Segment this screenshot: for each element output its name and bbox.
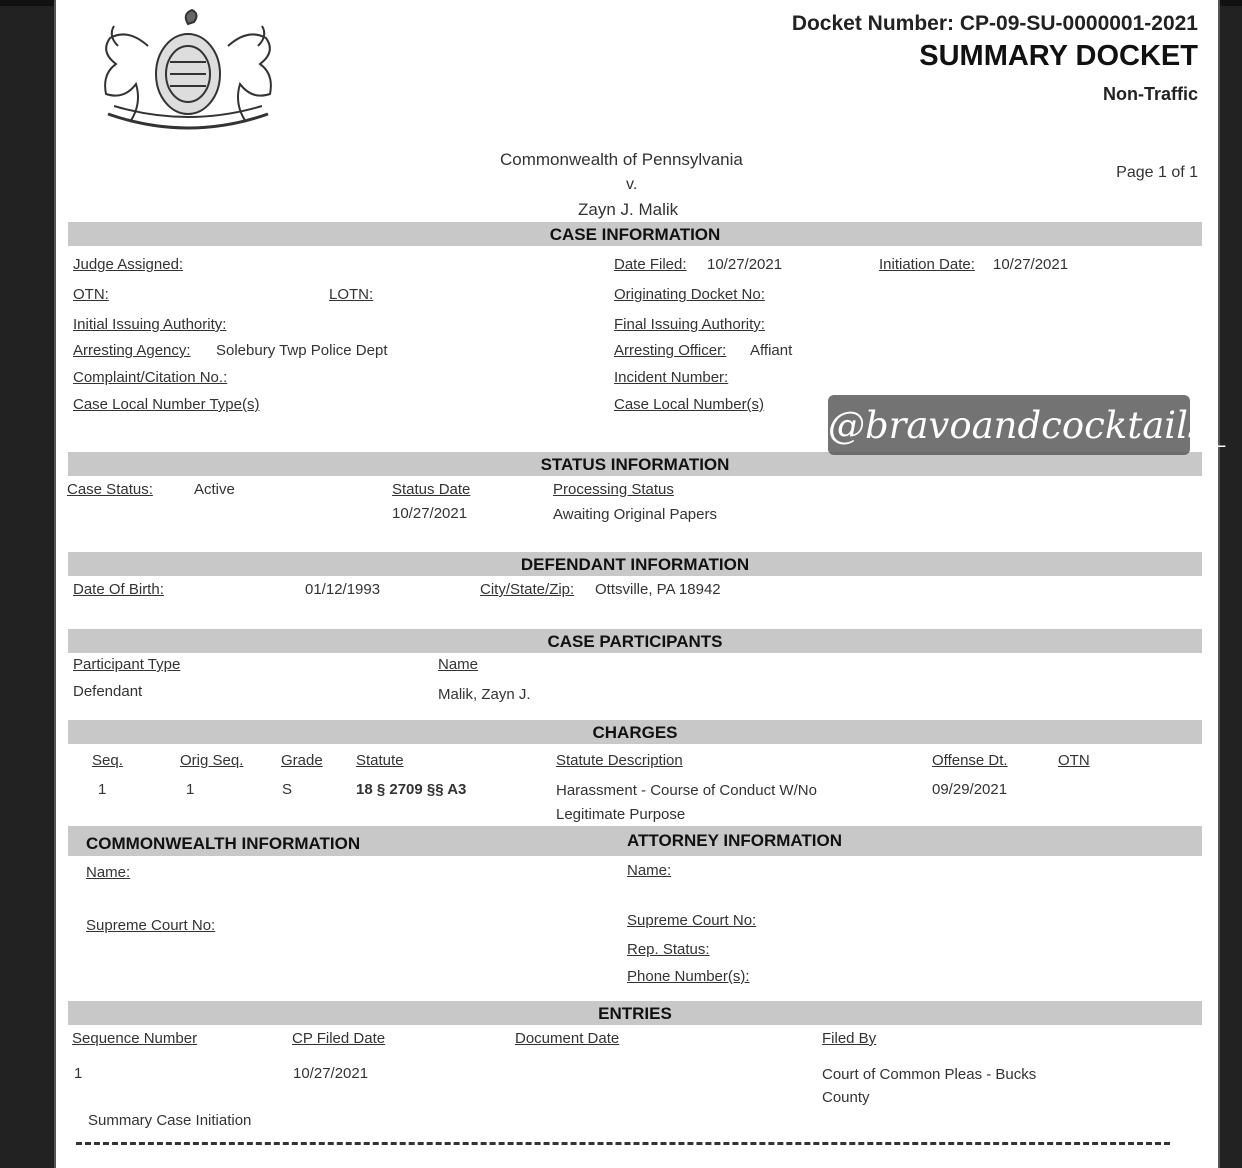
charge-statute-value: 18 § 2709 §§ A3	[356, 781, 467, 798]
attorney-phone-label: Phone Number(s):	[627, 968, 750, 985]
processing-status-label: Processing Status	[553, 481, 674, 498]
otn-label: OTN:	[73, 286, 109, 303]
charge-orig-seq-label: Orig Seq.	[180, 752, 244, 769]
status-date-value: 10/27/2021	[392, 505, 468, 522]
charge-offense-date-label: Offense Dt.	[932, 752, 1008, 769]
participant-type-value: Defendant	[73, 683, 143, 700]
watermark-handle: @bravoandcocktails_	[828, 395, 1190, 455]
case-information-header: CASE INFORMATION	[68, 222, 1202, 246]
charge-grade-label: Grade	[281, 752, 323, 769]
charge-offense-date-value: 09/29/2021	[932, 781, 1008, 798]
attorney-rep-status-label: Rep. Status:	[627, 941, 710, 958]
date-filed-value: 10/27/2021	[707, 256, 783, 273]
charge-grade-value: S	[282, 781, 293, 798]
attorney-name-label: Name:	[627, 862, 672, 879]
participant-type-label: Participant Type	[73, 656, 181, 673]
initial-issuing-authority-label: Initial Issuing Authority:	[73, 316, 227, 333]
initiation-date-value: 10/27/2021	[993, 256, 1069, 273]
pennsylvania-seal-icon	[78, 6, 298, 136]
commonwealth-name-label: Name:	[86, 864, 131, 881]
case-local-number-type-label: Case Local Number Type(s)	[73, 396, 260, 413]
document-title: SUMMARY DOCKET	[919, 40, 1198, 72]
complaint-citation-label: Complaint/Citation No.:	[73, 369, 228, 386]
charge-seq-label: Seq.	[92, 752, 123, 769]
originating-docket-label: Originating Docket No:	[614, 286, 765, 303]
entries-document-date-label: Document Date	[515, 1030, 620, 1047]
case-status-label: Case Status:	[67, 481, 153, 498]
entry-filed-by-line1: Court of Common Pleas - Bucks	[822, 1066, 1037, 1083]
commonwealth-information-header: COMMONWEALTH INFORMATION	[86, 834, 361, 853]
processing-status-value: Awaiting Original Papers	[553, 506, 717, 523]
entry-filed-by-line2: County	[822, 1089, 870, 1106]
lotn-label: LOTN:	[329, 286, 374, 303]
docket-page	[54, 0, 1220, 1168]
document-subtitle: Non-Traffic	[1102, 84, 1198, 104]
caption-versus: v.	[626, 176, 638, 193]
city-state-zip-value: Ottsville, PA 18942	[595, 581, 721, 598]
participant-name-label: Name	[438, 656, 479, 673]
docket-number: Docket Number: CP-09-SU-0000001-2021	[791, 12, 1198, 35]
attorney-information-header: ATTORNEY INFORMATION	[627, 831, 843, 850]
charge-seq-value: 1	[98, 781, 107, 798]
entries-cp-filed-label: CP Filed Date	[292, 1030, 386, 1047]
charge-description-line1: Harassment - Course of Conduct W/No	[556, 782, 817, 799]
entries-sequence-label: Sequence Number	[72, 1030, 198, 1047]
charge-statute-label: Statute	[356, 752, 404, 769]
charge-description-label: Statute Description	[556, 752, 683, 769]
charge-otn-label: OTN	[1058, 752, 1090, 769]
entry-description: Summary Case Initiation	[88, 1112, 252, 1129]
city-state-zip-label: City/State/Zip:	[480, 581, 575, 598]
arresting-agency-value: Solebury Twp Police Dept	[216, 342, 388, 359]
status-date-label: Status Date	[392, 481, 471, 498]
date-of-birth-value: 01/12/1993	[305, 581, 381, 598]
judge-assigned-label: Judge Assigned:	[73, 256, 184, 273]
case-local-number-label: Case Local Number(s)	[614, 396, 765, 413]
entries-filed-by-label: Filed By	[822, 1030, 877, 1047]
charge-orig-seq-value: 1	[186, 781, 195, 798]
commonwealth-supreme-court-label: Supreme Court No:	[86, 917, 216, 934]
caption-plaintiff: Commonwealth of Pennsylvania	[500, 150, 743, 169]
charges-header: CHARGES	[68, 720, 1202, 744]
initiation-date-label: Initiation Date:	[879, 256, 975, 273]
page-indicator: Page 1 of 1	[1116, 164, 1198, 181]
case-status-value: Active	[194, 481, 235, 498]
charge-description-line2: Legitimate Purpose	[556, 806, 686, 823]
entries-header: ENTRIES	[68, 1001, 1202, 1025]
date-filed-label: Date Filed:	[614, 256, 687, 273]
case-participants-header: CASE PARTICIPANTS	[68, 629, 1202, 653]
dashed-divider	[76, 1142, 1170, 1145]
final-issuing-authority-label: Final Issuing Authority:	[614, 316, 765, 333]
defendant-information-header: DEFENDANT INFORMATION	[68, 552, 1202, 576]
attorney-supreme-court-label: Supreme Court No:	[627, 912, 757, 929]
arresting-officer-label: Arresting Officer:	[614, 342, 727, 359]
participant-name-value: Malik, Zayn J.	[438, 686, 531, 703]
incident-number-label: Incident Number:	[614, 369, 729, 386]
date-of-birth-label: Date Of Birth:	[73, 581, 164, 598]
entry-cp-filed-value: 10/27/2021	[293, 1065, 369, 1082]
arresting-officer-value: Affiant	[750, 342, 793, 359]
status-information-header: STATUS INFORMATION	[68, 452, 1202, 476]
arresting-agency-label: Arresting Agency:	[73, 342, 191, 359]
entry-sequence-value: 1	[74, 1065, 83, 1082]
caption-defendant: Zayn J. Malik	[578, 200, 679, 219]
